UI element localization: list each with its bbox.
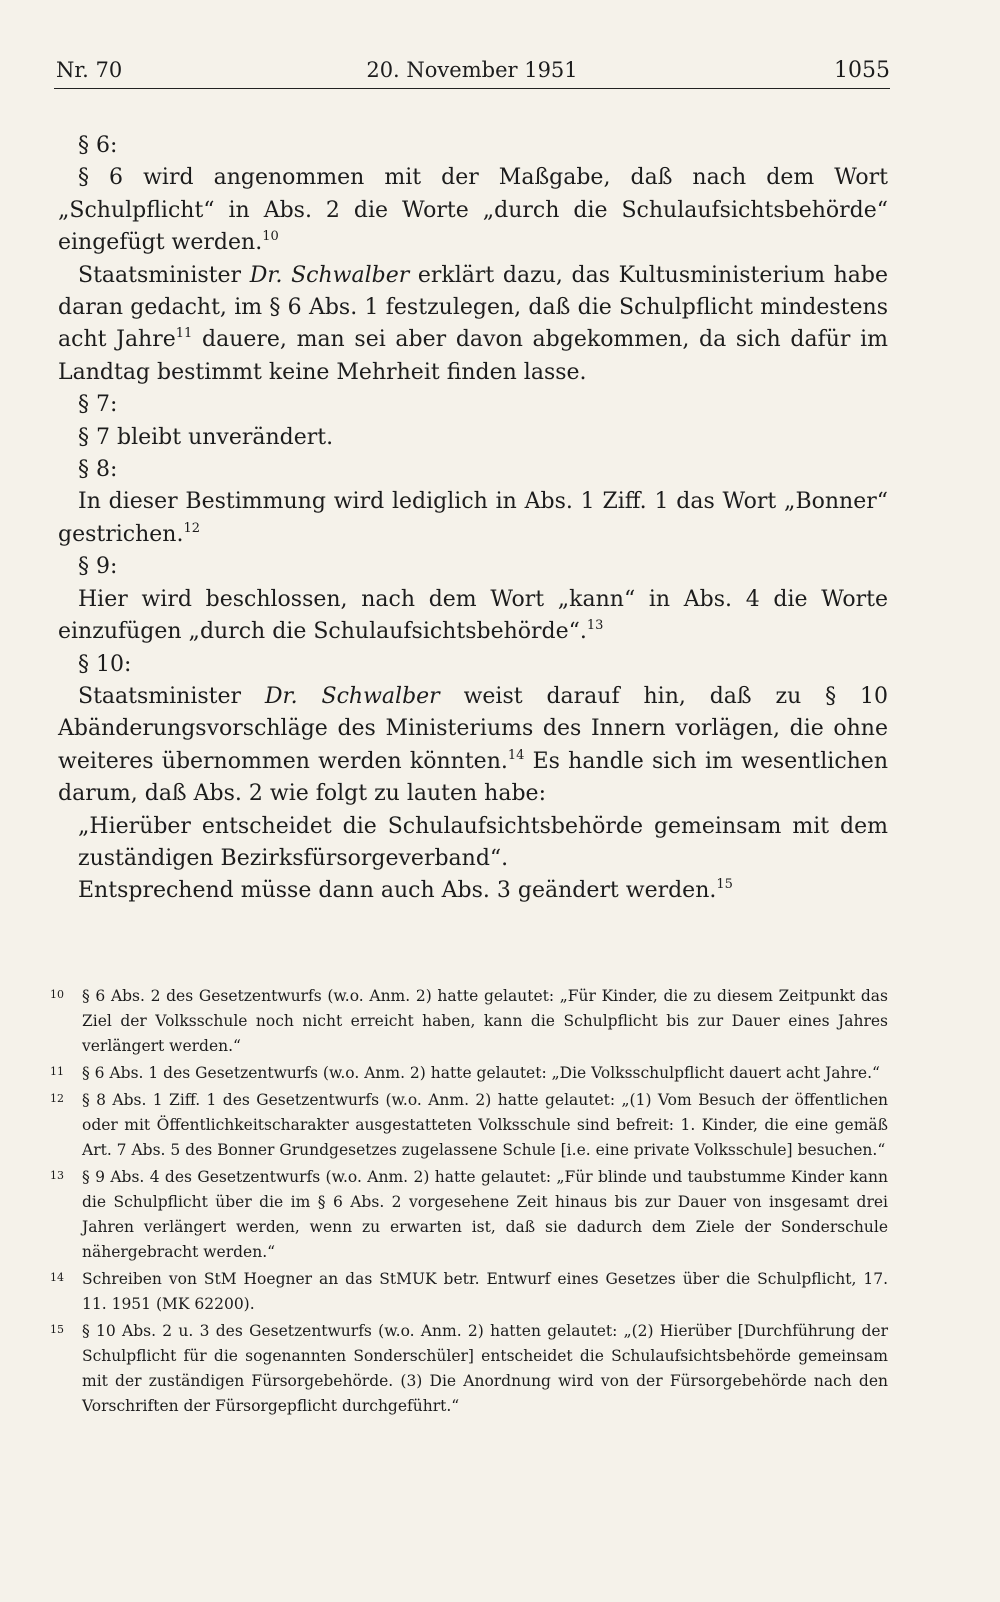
footnote-ref[interactable]: 10 (262, 229, 279, 245)
section-heading-8: § 8: (78, 457, 118, 483)
footnote-text: § 6 Abs. 1 des Gesetzentwurfs (w.o. Anm. 2) hatte gelautet: „Die Volksschulpflicht dauert acht Jahre.“ (82, 1064, 880, 1082)
footnote-number: 13 (50, 1169, 64, 1182)
footnotes (50, 984, 888, 1419)
footnote-number: 14 (50, 1271, 64, 1284)
footnote (50, 1319, 888, 1419)
body-text (58, 130, 888, 908)
issue-number: Nr. 70 (56, 58, 123, 82)
footnote-ref[interactable]: 12 (183, 520, 201, 536)
paragraph: Staatsminister Dr. Schwalber erklärt dazu, das Kultusministerium habe daran gedacht, im § 6 Abs. 1 festzulegen, daß die Schulpflicht mindestens acht Jahre$^{11}$ dauere, man sei aber davon abgekommen, da sich dafür im Landtag bestimmt keine Mehrheit finden lasse. (58, 262, 888, 385)
paragraph: Entsprechend müsse dann auch Abs. 3 geändert werden.$^{15}$ (78, 877, 733, 904)
footnote-text: § 9 Abs. 4 des Gesetzentwurfs (w.o. Anm. 2) hatte gelautet: „Für blinde und taubstumme Kinder kann die Schulpflicht über die im § 6 Abs. 2 vorgesehene Zeit hinaus bis zur Dauer von insgesamt drei Jahren verlängert werden, wenn zu erwarten ist, daß sie dadurch dem Ziele der Sonderschule nähergebracht werden.“ (82, 1168, 888, 1261)
paragraph: Hier wird beschlossen, nach dem Wort „kann“ in Abs. 4 die Worte einzufügen „durch die Schulaufsichtsbehörde“.$^{13}$ (58, 586, 888, 645)
footnote-number: 11 (50, 1065, 64, 1078)
paragraph: § 6 wird angenommen mit der Maßgabe, daß nach dem Wort „Schulpflicht“ in Abs. 2 die Worte „durch die Schulaufsichtsbehörde“ eingefügt werden.$^{10}$ (58, 165, 888, 256)
footnote-text: § 10 Abs. 2 u. 3 des Gesetzentwurfs (w.o. Anm. 2) hatten gelautet: „(2) Hierüber [Durchführung der Schulpflicht für die sogenannten Sonderschüler] entscheidet die Schulaufsichtsbehörde gemeinsam mit der zuständigen Fürsorgebehörde. (3) Die Anordnung wird von der Fürsorgebehörde nach den Vorschriften der Fürsorgepflicht durchgeführt.“ (82, 1322, 888, 1415)
person-name: Dr. Schwalber (264, 683, 440, 709)
footnote (50, 1061, 888, 1086)
footnote-number: 15 (50, 1323, 64, 1336)
footnote-ref[interactable]: 11 (175, 326, 193, 342)
footnote-ref[interactable]: 15 (716, 877, 733, 893)
footnote-text: § 6 Abs. 2 des Gesetzentwurfs (w.o. Anm. 2) hatte gelautet: „Für Kinder, die zu diesem Zeitpunkt das Ziel der Volksschule noch nicht erreicht haben, kann die Schulpflicht bis zur Dauer eines Jahres verlängert werden.“ (82, 987, 888, 1055)
section-heading-6: § 6: (78, 133, 118, 158)
footnote-number: 12 (50, 1092, 64, 1105)
section-heading-10: § 10: (78, 651, 132, 677)
paragraph: § 7 bleibt unverändert. (78, 424, 334, 450)
page-number: 1055 (834, 58, 890, 83)
block-quote: „Hierüber entscheidet die Schulaufsichtsbehörde gemeinsam mit dem zuständigen Bezirksfürsorgeverband“. (78, 813, 888, 871)
header-date: 20. November 1951 (366, 58, 578, 82)
footnote-number: 10 (50, 988, 64, 1001)
footnote-ref[interactable]: 13 (586, 618, 604, 634)
footnote (50, 1165, 888, 1265)
paragraph: Staatsminister Dr. Schwalber weist darauf hin, daß zu § 10 Abänderungsvorschläge des Ministeriums des Innern vorlägen, die ohne weiteres übernommen werden könnten.$^{14}$ Es handle sich im wesentlichen darum, daß Abs. 2 wie folgt zu lauten habe: (58, 683, 888, 807)
running-header (54, 52, 890, 89)
footnote-text: § 8 Abs. 1 Ziff. 1 des Gesetzentwurfs (w.o. Anm. 2) hatte gelautet: „(1) Vom Besuch der öffentlichen oder mit Öffentlichkeitscharakter ausgestatteten Volksschule sind befreit: 1. Kinder, die eine gemäß Art. 7 Abs. 5 des Bonner Grundgesetzes zugelassene Schule [i.e. eine private Volksschule] besuchen.“ (82, 1091, 888, 1159)
footnote (50, 1267, 888, 1317)
footnote-ref[interactable]: 14 (507, 747, 525, 763)
footnote (50, 1088, 888, 1163)
paragraph: In dieser Bestimmung wird lediglich in Abs. 1 Ziff. 1 das Wort „Bonner“ gestrichen.$^{12}$ (58, 489, 888, 547)
person-name: Dr. Schwalber (249, 262, 410, 288)
footnote-text: Schreiben von StM Hoegner an das StMUK betr. Entwurf eines Gesetzes über die Schulpflicht, 17. 11. 1951 (MK 62200). (82, 1270, 888, 1313)
section-heading-7: § 7: (78, 392, 118, 418)
section-heading-9: § 9: (78, 554, 118, 580)
footnote (50, 984, 888, 1059)
